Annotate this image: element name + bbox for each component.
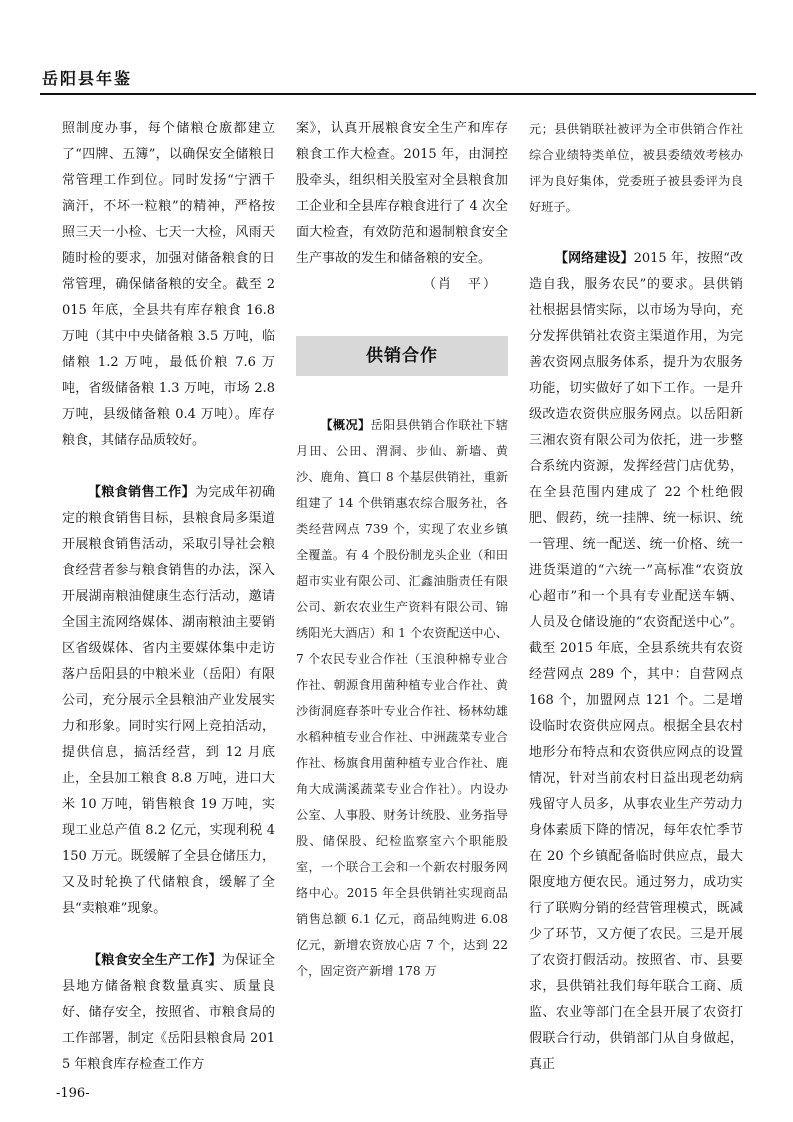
paragraph-grain-storage-continued: 照制度办事，每个储粮仓廒都建立了“四牌、五簿”，以确保安全储粮日常管理工作到位。同时发扬“宁洒千滴汗，不坏一粒粮”的精神，严格按照三天一小检、七天一大检，风雨天随时检的要求，加强对储备粮食的日常管理，确保储备粮的安全。截至 2015 年底，全县共有库存粮食 16.8 万吨（其中中央储备粮 3.5 万吨，临储粮 1.2 万吨，最低价粮 7.6 万吨，省级储备粮 1.3 万吨，市场 2.8 万吨，县级储备粮 0.4 万吨）。库存粮食，其储存品质较好。 bbox=[62, 121, 275, 448]
column-left bbox=[62, 116, 275, 1078]
heading-grain-sales: 【粮食销售工作】 bbox=[88, 485, 196, 500]
paragraph-grain-sales bbox=[62, 480, 275, 922]
column-right bbox=[529, 116, 743, 1078]
header-divider bbox=[40, 93, 756, 95]
body-grain-safety: 为保证全县地方储备粮食数量真实、质量良好、储存安全，按照省、市粮食局的工作部署，制定《岳阳县粮食局 2015 年粮食库存检查工作方 bbox=[62, 953, 275, 1072]
paragraph-overview bbox=[296, 412, 508, 984]
column-middle bbox=[296, 116, 508, 984]
section-title-supply-marketing: 供销合作 bbox=[296, 336, 508, 376]
running-header-title: 岳阳县年鉴 bbox=[42, 69, 133, 88]
heading-network-building: 【网络建设】 bbox=[555, 251, 634, 266]
page-number: -196- bbox=[56, 1086, 90, 1101]
paragraph-network-building bbox=[529, 246, 743, 1078]
author-byline: （肖 平） bbox=[422, 277, 498, 292]
paragraph-grain-safety bbox=[62, 948, 275, 1078]
paragraph-overview-continued: 元；县供销联社被评为全市供销合作社综合业绩特类单位，被县委绩效考核办评为良好集体，党委班子被县委评为良好班子。 bbox=[529, 122, 743, 214]
body-grain-sales: 为完成年初确定的粮食销售目标，县粮食局多渠道开展粮食销售活动，采取引导社会粮食经营者参与粮食销售的办法，深入开展湖南粮油健康生态行活动，邀请全国主流网络媒体、湖南粮油主要销区省级媒体、省内主要媒体集中走访落户岳阳县的中粮米业（岳阳）有限公司，充分展示全县粮油产业发展实力和形象。同时实行网上竞拍活动，提供信息，搞活经营，到 12 月底止，全县加工粮食 8.8 万吨，进口大米 10 万吨，销售粮食 19 万吨，实现工业总产值 8.2 亿元，实现利税 4150 万元。既缓解了全县仓储压力，又及时轮换了代储粮食，缓解了全县“卖粮难”现象。 bbox=[62, 485, 275, 916]
body-overview: 岳阳县供销合作联社下辖月田、公田、渭洞、步仙、新墙、黄沙、鹿角、篔口 8 个基层供销社，重新组建了 14 个供销惠农综合服务社，各类经营网点 739 个，实现了农业乡镇全覆盖。有 4 个股份制龙头企业（和田超市实业有限公司、汇鑫油脂责任有限公司、新农农业生产资料有限公司、锦绣阳光大酒店）和 1 个农资配送中心、7 个农民专业合作社（玉浪种棉专业合作社、朝源食用菌种植专业合作社、黄沙街洞庭春茶叶专业合作社、杨林幼雄水稻种植专业合作社、中洲蔬菜专业合作社、杨旗食用菌种植专业合作社、鹿角大成满溪蔬菜专业合作社）。内设办公室、人事股、财务计统股、业务指导股、储保股、纪检监察室六个职能股室，一个联合工会和一个新农村服务网络中心。2015 年全县供销社实现商品销售总额 6.1 亿元，商品纯购进 6.08 亿元，新增农资放心店 7 个，达到 22 个，固定资产新增 178 万 bbox=[296, 418, 509, 978]
body-network-building: 2015 年，按照“改造自我，服务农民”的要求。县供销社根据县情实际，以市场为导向，充分发挥供销社农资主渠道作用，为完善农资网点服务体系，提升为农服务功能，切实做好了如下工作。一是升级改造农资供应服务网点。以岳阳新三湘农资有限公司为依托，进一步整合系统内资源，发挥经营门店优势，在全县范围内建成了 22 个杜绝假肥、假药，统一挂牌、统一标识、统一管理、统一配送、统一价格、统一进货渠道的“六统一”高标准“农资放心超市”和一个具有专业配送车辆、人员及仓储设施的“农资配送中心”。截至 2015 年底，全县系统共有农资经营网点 289 个，其中：自营网点 168 个，加盟网点 121 个。二是增设临时农资供应网点。根据全县农村地形分布特点和农资供应网点的设置情况，针对当前农村日益出现老幼病残留守人员多，从事农业生产劳动力身体素质下降的情况，每年农忙季节在 20 个乡镇配备临时供应点，最大限度地方便农民。通过努力，成功实行了联购分销的经营管理模式，既减少了环节，又方便了农民。三是开展了农资打假活动。按照省、市、县要求，县供销社我们每年联合工商、质监、农业等部门在全县开展了农资打假联合行动，供销部门从自身做起，真正 bbox=[529, 251, 743, 1072]
heading-overview: 【概况】 bbox=[320, 418, 371, 432]
paragraph-grain-safety-continued: 案》，认真开展粮食安全生产和库存粮食工作大检查。2015 年，由洞控股牵头，组织相关股室对全县粮食加工企业和全县库存粮食进行了 4 次全面大检查，有效防范和遏制粮食安全生产事故的发生和储备粮的安全。 bbox=[296, 121, 508, 266]
heading-grain-safety: 【粮食安全生产工作】 bbox=[88, 953, 222, 968]
